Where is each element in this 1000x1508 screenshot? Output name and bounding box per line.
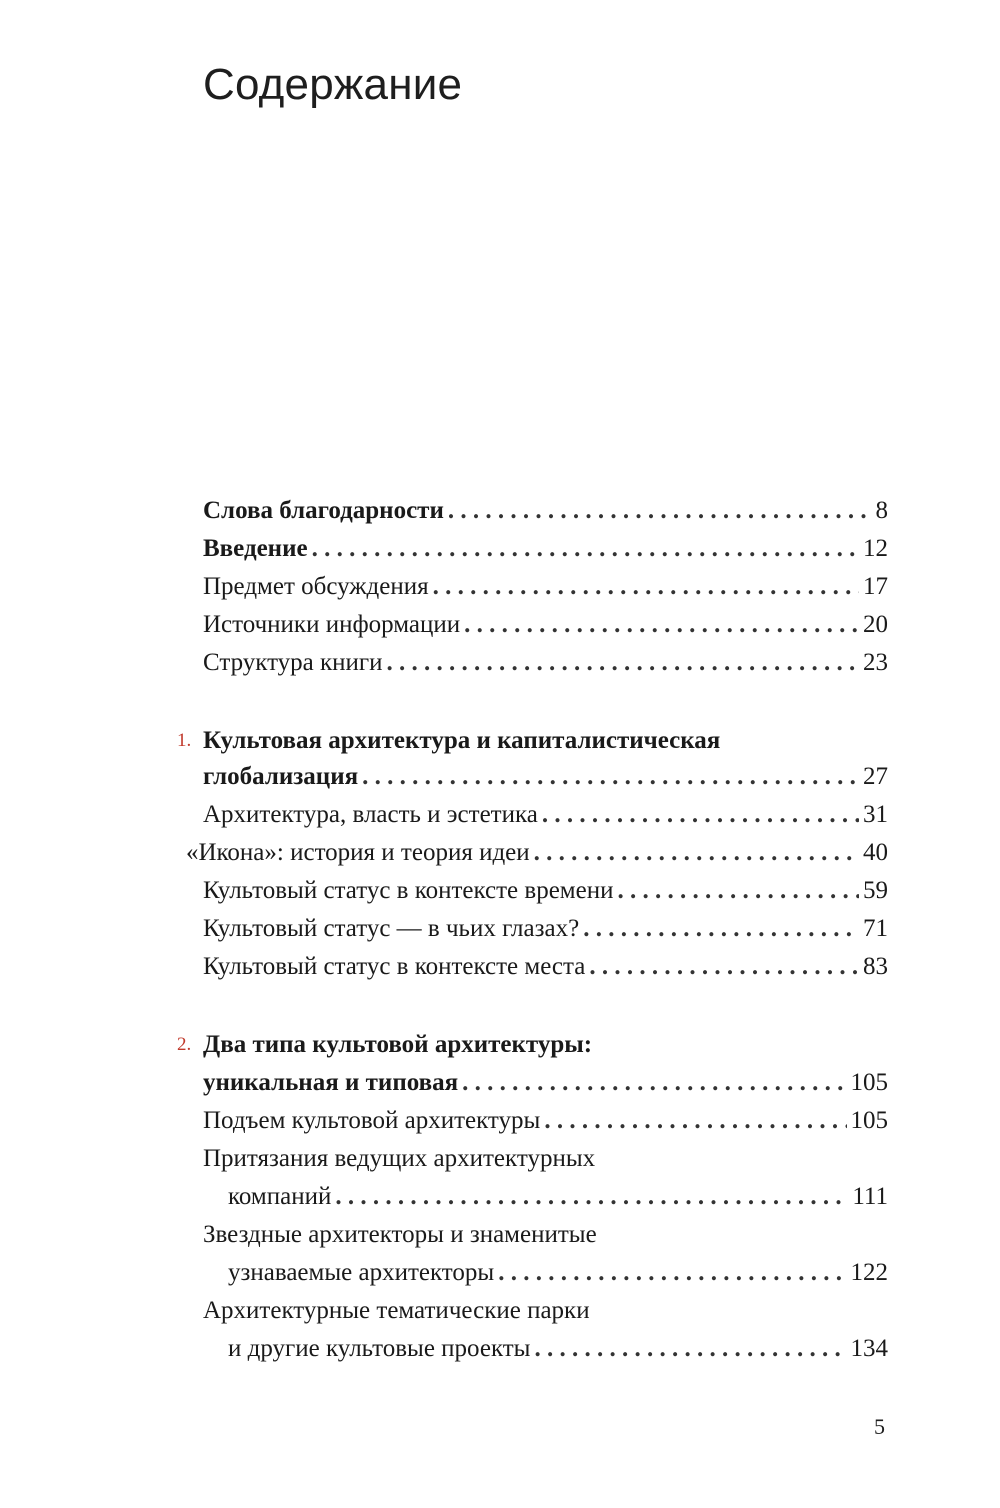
dot-leader [589,950,859,984]
dot-leader [462,1066,846,1100]
chapter-title-line2[interactable] [203,760,888,794]
toc-section-line1[interactable]: Звездные архитекторы и знаменитые [203,1221,597,1248]
chapter-number: 2. [177,1034,192,1055]
dot-leader [312,532,859,566]
dot-leader [362,760,859,794]
toc-section-line2[interactable] [228,1180,888,1214]
toc-entry-title: Культовый статус в контексте места [203,953,586,980]
toc-entry-title: Источники информации [203,611,461,638]
toc-section-line2[interactable] [228,1332,888,1366]
dot-leader [335,1180,848,1214]
chapter-title-line1[interactable]: Культовая архитектура и капиталистическая [203,727,721,754]
page-title: Содержание [203,60,463,109]
toc-entry-sources[interactable] [203,608,888,642]
toc-section[interactable] [203,1104,888,1138]
chapter-number: 1. [177,730,192,751]
toc-entry-title: Предмет обсуждения [203,573,429,600]
toc-entry-title: компаний [228,1183,332,1210]
toc-section[interactable] [203,874,888,908]
toc-entry-acknowledgements[interactable] [203,494,888,528]
toc-entry-title: Структура книги [203,649,383,676]
page-number-footer: 5 [874,1414,885,1439]
toc-section-line1[interactable]: Притязания ведущих архитектурных [203,1145,596,1172]
dot-leader [544,1104,846,1138]
toc-page-number: 122 [850,1259,888,1286]
toc-page-number: 134 [850,1335,888,1362]
toc-entry-title: «Икона»: история и теория идеи [186,839,530,866]
dot-leader [433,570,859,604]
toc-page-number: 31 [863,801,888,828]
toc-page-number: 105 [850,1107,888,1134]
toc-entry-title: глобализация [203,763,359,790]
toc-entry-title: Слова благодарности [203,497,444,524]
chapter-title-line2[interactable] [203,1066,888,1100]
dot-leader [583,912,859,946]
toc-page-number: 40 [863,839,888,866]
toc-page-number: 111 [852,1183,888,1210]
toc-page-number: 12 [863,535,888,562]
toc-page-number: 71 [863,915,888,942]
toc-page-number: 59 [863,877,888,904]
toc-page-number: 27 [863,763,888,790]
chapter-title-line1[interactable]: Два типа культовой архитектуры: [203,1031,593,1058]
toc-entry-title: Подъем культовой архитектуры [203,1107,541,1134]
toc-page-number: 17 [863,573,888,600]
toc-entry-title: Культовый статус в контексте времени [203,877,614,904]
toc-page-number: 8 [875,497,888,524]
toc-section[interactable] [203,798,888,832]
dot-leader [498,1256,846,1290]
dot-leader [542,798,859,832]
toc-entry-title: Культовый статус — в чьих глазах? [203,915,580,942]
toc-entry-title: уникальная и типовая [203,1069,459,1096]
toc-entry-subject[interactable] [203,570,888,604]
toc-entry-title: Введение [203,535,308,562]
dot-leader [387,646,859,680]
toc-section-line1[interactable]: Архитектурные тематические парки [203,1297,590,1324]
toc-section-line2[interactable] [228,1256,888,1290]
toc-entry-title: и другие культовые проекты [228,1335,531,1362]
toc-entry-introduction[interactable] [203,532,888,566]
toc-page-number: 105 [850,1069,888,1096]
toc-section[interactable] [203,950,888,984]
toc-page-number: 23 [863,649,888,676]
dot-leader [534,1332,846,1366]
toc-entry-title: Архитектура, власть и эстетика [203,801,538,828]
toc-section[interactable] [203,912,888,946]
toc-entry-structure[interactable] [203,646,888,680]
dot-leader [534,836,859,870]
dot-leader [464,608,859,642]
toc-page-number: 83 [863,953,888,980]
dot-leader [617,874,859,908]
toc-section[interactable] [186,836,888,870]
toc-page-number: 20 [863,611,888,638]
dot-leader [448,494,872,528]
toc-entry-title: узнаваемые архитекторы [228,1259,495,1286]
